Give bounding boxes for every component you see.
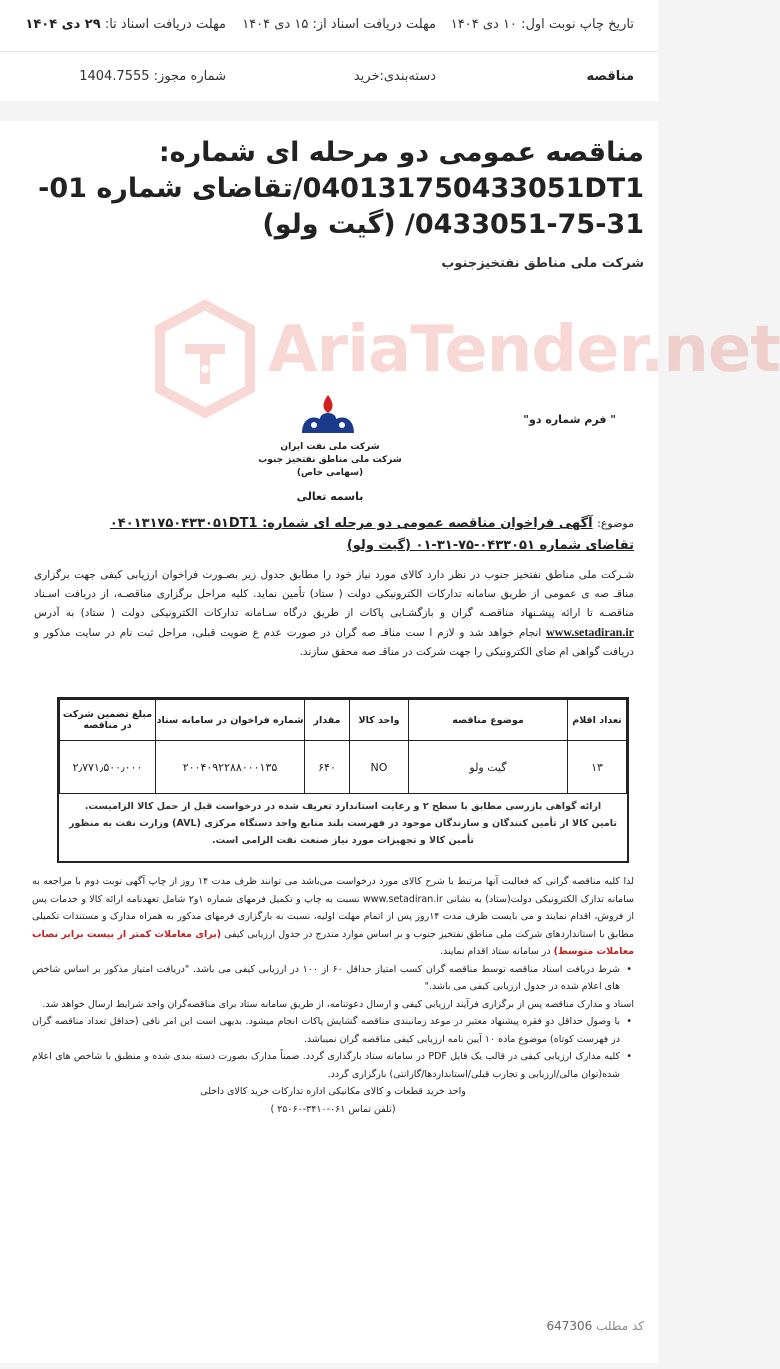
tender-content-card (0, 121, 780, 1363)
condition-bullet-3: • کلیه مدارک ارزیابی کیفی در قالب یک فایل PDF در سامانه ستاد بارگذاری گردد. ضمناً مدارک بصورت دسته بندی شده و منطبق با شاخص های اعلام شده(توان مالی/ارزیابی و تجارب قبلی/استانداردها/گارانتی) بارگزاری گردد. (32, 1048, 634, 1083)
ariatender-logo-icon (150, 299, 260, 419)
table-row (60, 741, 627, 794)
subject-label: موضوع: (597, 517, 634, 530)
tender-category: دسته‌بندی:خرید (353, 69, 436, 84)
article-code: کد مطلب 647306 (546, 1319, 644, 1333)
tender-type: مناقصه (586, 69, 634, 84)
tender-items-table (57, 697, 629, 863)
watermark-text: AriaTender.net (268, 313, 780, 387)
salutation: باسمه تعالی (296, 490, 364, 503)
cell-quantity: ۶۴۰ (305, 741, 350, 794)
cell-subject: گیت ولو (409, 741, 568, 794)
threshold-note: (برای معاملات کمتر از بیست برابر نصاب معاملات متوسط) (32, 928, 634, 957)
org-name-1: شرکت ملی نفت ایران (280, 442, 380, 452)
cell-unit: NO (350, 741, 409, 794)
condition-bullet-1: • شرط دریافت اسناد مناقصه توسط مناقصه گران کسب امتیاز حداقل ۶۰ از ۱۰۰ در ارزیابی کیفی می باشد. "دریافت امتیاز مذکور بر اساس شاخص های اعلام شده در جدول ارزیابی کیفی می باشد." (32, 961, 634, 996)
conditions-section (32, 873, 634, 1118)
receive-from-date: مهلت دریافت اسناد از: ۱۵ دی ۱۴۰۴ (242, 17, 436, 32)
info-row-meta (0, 51, 658, 102)
table-note-2: تامین کالا از تأمین کنندگان و سازندگان موجود در فهرست بلند منابع واجد دستگاه مرکزی (AVL) وزارت نفت به منظور تأمین کالا و تجهیزات مورد نیاز صنعت نفت الزامی است. (69, 818, 617, 846)
permit-number: شماره مجوز: 1404.7555 (79, 69, 226, 84)
condition-paragraph-1: لذا کلیه مناقصه گرانی که فعالیت آنها مرتبط با شرح کالای مورد درخواست می‌باشد می توانند ظرف مدت ۱۴ روز از چاپ آگهی نوبت دوم با مراجعه به سامانه تدارک الکترونیکی دولت(ستاد) به نشانی www.setadiran.ir نسبت به چاپ و تکمیل فرمهای شماره ۱و۲ شامل تعهدنامه ارائه کالا و خدمات پس از فروش، اقدام نمایند و می بایست ظرف مدت ۱۴روز پس از اتمام مهلت اولیه، نسبت به بارگزاری فرمهای مذکور به همراه مدارک و مستندات تکمیلی مطابق با استانداردهای شرکت ملی مناطق نفتخیز جنوب و بر اساس موارد مندرج در جدول ارزیابی کیفی (برای معاملات کمتر از بیست برابر نصاب معاملات متوسط) در سامانه ستاد اقدام نمایند. (32, 876, 635, 957)
condition-paragraph-2: اسناد و مدارک مناقصه پس از برگزاری فرآیند ارزیابی کیفی و ارسال دعوتنامه، از طریق سامانه ستاد برای مناقصه‌گران واجد شرایط ارسال خواهد شد. (42, 998, 634, 1010)
table-notes (59, 793, 627, 853)
letter-header (240, 441, 420, 503)
org-name-2: شرکت ملی مناطق نفتخیز جنوب (سهامی خاص) (258, 455, 402, 478)
condition-bullet-2: • با وصول حداقل دو فقره پیشنهاد معتبر در موعد زمانبندی مناقصه گشایش پاکات انجام میشود. بدیهی است این امر نافی (حداقل تعداد مناقصه گران در فهرست کوتاه) موضوع ماده ۱۰ آیین نامه ارزیابی کیفی مناقصه گران نمیباشد. (32, 1013, 634, 1048)
cell-item-count: ۱۳ (568, 741, 627, 794)
nioc-logo-icon (298, 393, 358, 439)
watermark (150, 299, 780, 419)
cell-call-number: ۲۰۰۴۰۹۲۲۸۸۰۰۰۱۳۵ (156, 741, 305, 794)
col-subject: موضوع مناقصه (409, 700, 568, 741)
subject-line-1: آگهی فراخوان مناقصه عمومی دو مرحله ای شماره: ۰۴۰۱۳۱۷۵۰۴۳۳۰۵۱DT1 (109, 516, 593, 531)
letter-subject (34, 513, 634, 557)
signature-unit: واحد خرید قطعات و کالای مکانیکی اداره تدارکات خرید کالای داخلی (200, 1086, 466, 1097)
form-number: " فرم شماره دو" (523, 413, 616, 426)
col-unit: واحد کالا (350, 700, 409, 741)
page-title: مناقصه عمومی دو مرحله ای شماره: 040131750433051DT1/تقاضای شماره 01-31-75-0433051/ (گیت ولو) (38, 137, 644, 240)
subject-line-2: تقاضای شماره ۰۴۳۳۰۵۱-۷۵-۳۱-۰۱ (گیت ولو) (346, 538, 634, 553)
cell-guarantee: ۲٫۷۷۱٫۵۰۰٫۰۰۰ (60, 741, 156, 794)
info-row-dates (0, 0, 658, 50)
col-call-number: شماره فراخوان در سامانه ستاد (156, 700, 305, 741)
signature-phone: (تلفن تماس ۰۶۱-۳۴۱۰-۲۵۰۶۰ ) (270, 1103, 396, 1115)
col-quantity: مقدار (305, 700, 350, 741)
company-name: شرکت ملی مناطق نفتخیزجنوب (441, 256, 644, 271)
announcement-paragraph: شـرکت ملی مناطق نفتخیز جنوب در نظر دارد کالای مورد نیاز خود را مطابق جدول زیر بصـورت فراخوان ارزیابی کیفی جهت برگزاری مناقـ صه ی عمومی از طریق سامانه تدارکات الکترونیکی دولت ( ستاد) تأمین نماید. کلیه مراحل برگزاری مناقصـه، از دریافت اسـناد مناقصـه تا ارائه پیشـنهاد مناقصـه گران و بازگشـایی پاکات از طریق درگاه سـامانه تدارکات الکترونیکی دولت ( ستاد) به آدرس www.setadiran.ir انجام خواهد شد و لازم ا ست مناقـ صه گران در صورت عدم ع ضویت قبلی، مراحل ثبت نام در سایت مذکور و دریافت گواهی ام ضای الکترونیکی را جهت شرکت در مناقـ صه محقق سازند. (34, 569, 634, 658)
table-note-1: ارائه گواهی بازرسی مطابق با سطح ۲ و رعایت استاندارد تعریف شده در درخواست قبل از حمل کالا الزامیست. (84, 801, 602, 812)
section-gap (0, 101, 658, 121)
table-header-row (60, 700, 627, 741)
setad-link[interactable]: www.setadiran.ir (546, 625, 634, 639)
receive-to-date: مهلت دریافت اسناد تا: ۲۹ دی ۱۴۰۴ (25, 17, 226, 32)
first-print-date: تاریخ چاپ نوبت اول: ۱۰ دی ۱۴۰۴ (450, 17, 634, 32)
col-guarantee: مبلغ تضمین شرکت در مناقصه (60, 700, 156, 741)
tender-info-panel (0, 0, 658, 101)
col-item-count: تعداد اقلام (568, 700, 627, 741)
